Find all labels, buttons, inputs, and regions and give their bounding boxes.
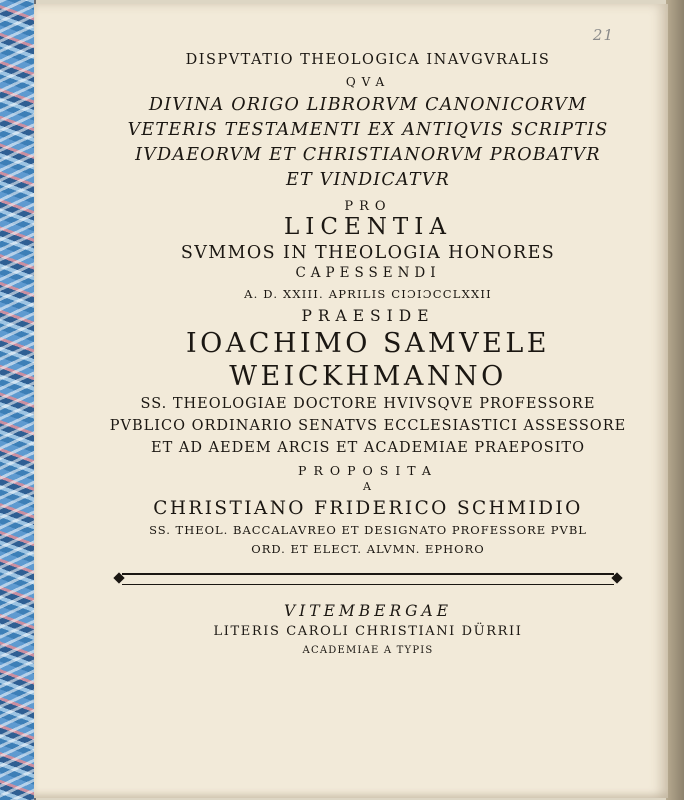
disputation-heading: DISPVTATIO THEOLOGICA INAVGVRALIS: [185, 52, 551, 68]
title-block: [68, 52, 668, 659]
imprint-place: VITEMBERGAE: [283, 602, 453, 620]
pro-line: PRO: [344, 199, 392, 214]
subject-line-3: IVDAEORVM ET CHRISTIANORVM PROBATVR: [135, 145, 601, 165]
a-line: A: [363, 480, 373, 493]
praeside-line: PRAESIDE: [301, 307, 435, 325]
respondent-title-2: ORD. ET ELECT. ALVMN. EPHORO: [251, 542, 485, 556]
date-line: A. D. XXIII. APRILIS CIƆIƆCCLXXII: [244, 287, 492, 301]
subject-line-1: DIVINA ORIGO LIBRORVM CANONICORVM: [148, 95, 588, 115]
subject-line-2: VETERIS TESTAMENTI EX ANTIQVIS SCRIPTIS: [127, 120, 609, 140]
capessendi-line: CAPESSENDI: [295, 265, 441, 281]
praeses-title-1: SS. THEOLOGIAE DOCTORE HVIVSQVE PROFESSORE: [140, 396, 596, 412]
ornamental-rule: [122, 573, 614, 585]
imprint-printer-role: ACADEMIAE A TYPIS: [302, 645, 434, 656]
imprint-printer: LITERIS CAROLI CHRISTIANI DÜRRII: [213, 624, 523, 639]
respondent-name: CHRISTIANO FRIDERICO SCHMIDIO: [153, 498, 583, 519]
praeses-name-1: IOACHIMO SAMVELE: [185, 328, 551, 359]
honores-line: SVMMOS IN THEOLOGIA HONORES: [180, 243, 556, 263]
praeses-title-2: PVBLICO ORDINARIO SENATVS ECCLESIASTICI ASSESSORE: [109, 418, 627, 434]
praeses-title-3: ET AD AEDEM ARCIS ET ACADEMIAE PRAEPOSITO: [151, 440, 585, 456]
subject-line-4: ET VINDICATVR: [286, 170, 450, 190]
licentia-line: LICENTIA: [284, 214, 452, 240]
page-edge: [666, 0, 684, 800]
praeses-name-2: WEICKHMANNO: [229, 361, 507, 392]
title-page: [34, 4, 668, 798]
pencil-annotation: 21: [592, 26, 614, 44]
proposita-line: PROPOSITA: [298, 463, 438, 478]
marbled-binding: [0, 0, 36, 800]
qua-line: QVA: [345, 75, 391, 89]
respondent-title-1: SS. THEOL. BACCALAVREO ET DESIGNATO PROFESSORE PVBL: [149, 523, 587, 537]
